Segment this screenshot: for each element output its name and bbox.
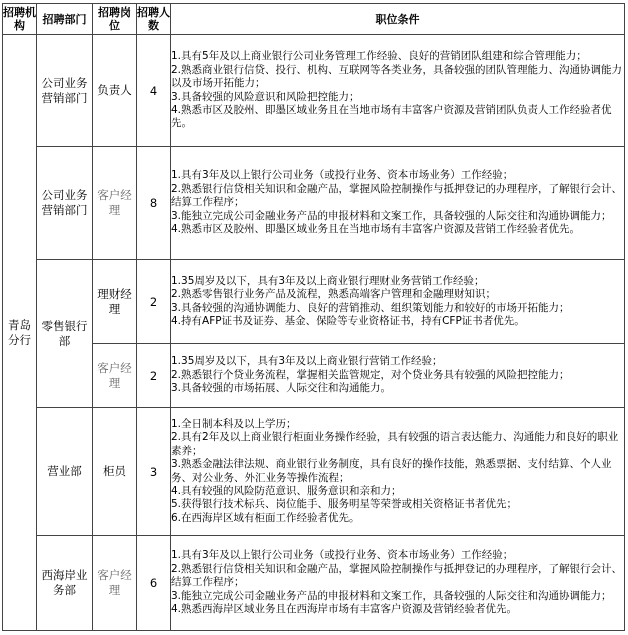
- requirement-item: 2.熟悉零售银行业务产品及流程，熟悉高端客户管理和金融理财知识；: [171, 288, 497, 301]
- dept-cell: 公司业务营销部门: [37, 147, 93, 260]
- requirement-item: 1.具有3年及以上银行公司业务（或投行业务、资本市场业务）工作经验；: [171, 549, 514, 562]
- requirement-item: 2.具有2年及以上商业银行柜面业务操作经验，具有较强的语言表达能力、沟通能力和良好的职业素养；: [171, 431, 619, 457]
- post-cell: 柜员: [93, 408, 137, 536]
- count-cell: 3: [137, 408, 171, 536]
- requirement-item: 1.具有5年及以上商业银行公司业务管理工作经验、良好的营销团队组建和综合管理能力；: [171, 50, 587, 63]
- requirement-item: 3.能独立完成公司金融业务产品的申报材料和文案工作，具备较强的人际交往和沟通协调能力；: [171, 589, 612, 602]
- requirement-item: 2.熟悉银行信贷相关知识和金融产品，掌握风险控制操作与抵押登记的办理程序，了解银行会计、结算工作程序；: [171, 182, 623, 209]
- requirement-item: 2.熟悉银行个贷业务流程，掌握相关监管规定，对个贷业务具有较强的风险把控能力；: [171, 368, 570, 381]
- table-row: [3, 408, 625, 536]
- header-dept: 招聘部门: [37, 4, 93, 35]
- dept-cell: 零售银行部: [37, 260, 93, 408]
- header-row: [3, 4, 625, 35]
- dept-cell: 公司业务营销部门: [37, 35, 93, 147]
- count-cell: 2: [137, 260, 171, 344]
- requirement-item: 1.具有3年及以上银行公司业务（或投行业务、资本市场业务）工作经验；: [171, 169, 514, 182]
- table-row: [3, 344, 625, 408]
- requirement-item: 3.具备较强的市场拓展、人际交往和沟通能力。: [171, 382, 392, 395]
- requirement-item: 4.熟悉市区及胶州、即墨区域业务且在当地市场有丰富客户资源及营销工作经验者优先。: [171, 223, 581, 236]
- recruitment-table: [2, 3, 625, 631]
- dept-cell: 西海岸业务部: [37, 536, 93, 631]
- requirements-cell: [171, 260, 625, 344]
- dept-cell: 营业部: [37, 408, 93, 536]
- header-org: 招聘机构: [3, 4, 37, 35]
- header-count: 招聘人数: [137, 4, 171, 35]
- requirements-cell: [171, 35, 625, 147]
- requirement-item: 2.熟悉银行信贷相关知识和金融产品，掌握风险控制操作与抵押登记的办理程序，了解银行会计、结算工作程序；: [171, 562, 623, 589]
- requirement-item: 1.35周岁及以下，具有3年及以上商业银行理财业务营销工作经验；: [171, 274, 485, 287]
- requirement-item: 4.熟悉市区及胶州、即墨区域业务且在当地市场有丰富客户资源及营销团队负责人工作经验者优先。: [171, 103, 612, 130]
- count-cell: 6: [137, 536, 171, 631]
- count-cell: 4: [137, 35, 171, 147]
- table-row: [3, 536, 625, 631]
- post-cell: 客户经理: [93, 536, 137, 631]
- post-cell: 客户经理: [93, 147, 137, 260]
- count-cell: 8: [137, 147, 171, 260]
- requirement-item: 4.持有AFP证书及证券、基金、保险等专业资格证书，持有CFP证书者优先。: [171, 314, 525, 327]
- requirements-cell: [171, 536, 625, 631]
- table-row: [3, 35, 625, 147]
- requirement-item: 3.具备较强的沟通协调能力、良好的营销推动、组织策划能力和较好的市场开拓能力；: [171, 301, 570, 314]
- table-row: [3, 147, 625, 260]
- requirement-item: 5.获得银行技术标兵、岗位能手、服务明星等荣誉或相关资格证书者优先；: [171, 498, 518, 511]
- org-cell: 青岛分行: [3, 35, 37, 631]
- requirements-cell: [171, 408, 625, 536]
- requirement-item: 1.35周岁及以下，具有3年及以上商业银行营销工作经验；: [171, 355, 443, 368]
- requirement-item: 3.熟悉金融法律法规、商业银行业务制度，具有良好的操作技能，熟悉票据、支付结算、个人业务、对公业务、外汇业务等操作流程；: [171, 458, 612, 484]
- requirement-item: 3.能独立完成公司金融业务产品的申报材料和文案工作，具备较强的人际交往和沟通协调能力；: [171, 209, 612, 222]
- post-cell: 负责人: [93, 35, 137, 147]
- requirement-item: 6.在西海岸区域有柜面工作经验者优先。: [171, 511, 360, 524]
- requirements-cell: [171, 344, 625, 408]
- post-cell: 理财经理: [93, 260, 137, 344]
- table-row: [3, 260, 625, 344]
- requirement-item: 3.具备较强的风险意识和风险把控能力；: [171, 90, 360, 103]
- requirement-item: 4.熟悉西海岸区域业务且在西海岸市场有丰富客户资源及营销经验者优先。: [171, 603, 518, 616]
- requirement-item: 2.熟悉商业银行信贷、投行、机构、互联网等各类业务，具备较强的团队管理能力、沟通协调能力以及市场开拓能力；: [171, 63, 623, 90]
- requirement-item: 1.全日制本科及以上学历；: [171, 417, 297, 430]
- count-cell: 2: [137, 344, 171, 408]
- requirement-item: 4.具有较强的风险防范意识、服务意识和亲和力；: [171, 484, 402, 497]
- requirements-cell: [171, 147, 625, 260]
- post-cell: 客户经理: [93, 344, 137, 408]
- header-conditions: 职位条件: [171, 4, 625, 35]
- header-post: 招聘岗位: [93, 4, 137, 35]
